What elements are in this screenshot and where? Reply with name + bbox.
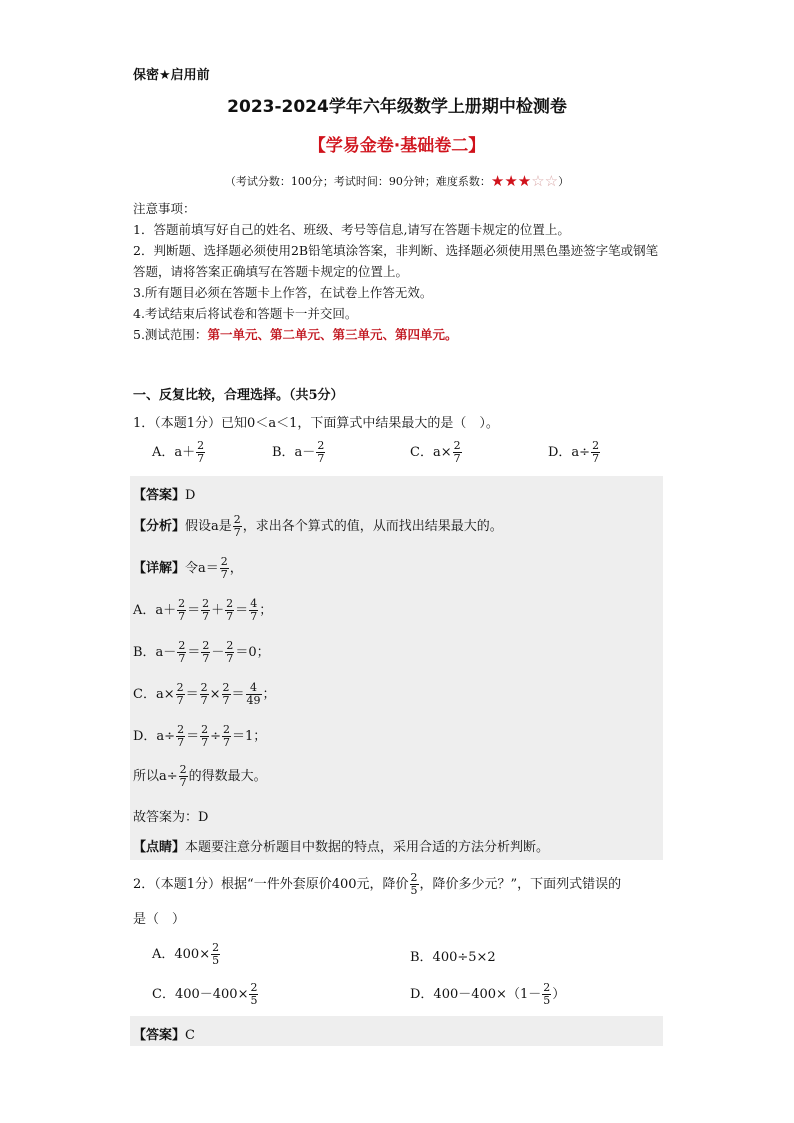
star-filled-icon: ★ <box>504 172 518 190</box>
q1-option-b <box>272 440 326 465</box>
star-filled-icon: ★ <box>490 172 505 190</box>
q1-step-b: B．a－ $\frac{2}{7}$ ＝ $\frac{2}{7}$ － $\frac{2}{7}$ ＝0； <box>133 639 270 665</box>
section-title: 一、反复比较，合理选择。（共5分） <box>133 388 344 403</box>
q2-option-c: C．400－400× $\frac{2}{5}$ <box>152 981 258 1007</box>
instruction-item: 3.所有题目必须在答题卡上作答，在试卷上作答无效。 <box>133 285 433 300</box>
exam-meta-text: （考试分数：100分；考试时间：90分钟；难度系数： <box>224 175 491 188</box>
scope-value: 第一单元、第二单元、第三单元、第四单元。 <box>207 327 458 342</box>
exam-meta <box>0 172 794 190</box>
q2-option-d: D．400－400×（1－ $\frac{2}{5}$ ） <box>410 981 566 1007</box>
fraction: $\frac{2}{7}$ <box>592 439 600 465</box>
q1-step-a: A．a＋ $\frac{2}{7}$ ＝ $\frac{2}{7}$ ＋ $\frac{2}{7}$ ＝ $\frac{4}{7}$ ； <box>133 597 273 623</box>
instruction-item: 2．判断题、选择题必须使用2B铅笔填涂答案，非判断、选择题必须使用黑色墨迹签字笔或钢笔答题，请将答案正确填写在答题卡规定的位置上。 <box>133 243 659 279</box>
q1-option-a <box>152 440 206 465</box>
instruction-item: 4.考试结束后将试卷和答题卡一并交回。 <box>133 306 358 321</box>
option-label: C．a× <box>410 445 452 460</box>
question-2-stem: 2．（本题1分）根据“一件外套原价400元，降价 $\frac{2}{5}$ ，降价多少元？”，下面列式错误的 <box>133 871 622 897</box>
exam-meta-close: ） <box>558 175 570 188</box>
question-2-stem-cont: 是（ ） <box>133 912 186 927</box>
instructions-heading: 注意事项： <box>133 201 196 216</box>
q1-option-d <box>548 440 601 465</box>
q2-option-a: A．400× $\frac{2}{5}$ <box>152 941 220 967</box>
difficulty-stars <box>490 172 559 190</box>
q1-detail: 【详解】令a＝ $\frac{2}{7}$ ， <box>133 555 243 581</box>
fraction: $\frac{2}{7}$ <box>453 439 461 465</box>
q1-step-c: C．a× $\frac{2}{7}$ ＝ $\frac{2}{7}$ × $\frac{2}{7}$ ＝ $\frac{4}{49}$ ； <box>133 681 276 707</box>
page-title: 2023-2024学年六年级数学上册期中检测卷 <box>227 97 567 117</box>
fraction: $\frac{2}{7}$ <box>317 439 325 465</box>
instructions <box>133 198 663 345</box>
option-label: A．a＋ <box>152 445 196 460</box>
q2-option-b: B．400÷5×2 <box>410 950 496 965</box>
q1-analysis: 【分析】假设a是 $\frac{2}{7}$ ，求出各个算式的值，从而找出结果最大的。 <box>133 513 503 539</box>
instruction-scope <box>133 324 663 345</box>
scope-label: 5.测试范围： <box>133 327 208 342</box>
star-empty-icon: ☆ <box>544 172 559 190</box>
q1-conclusion: 所以a÷ $\frac{2}{7}$ 的得数最大。 <box>133 763 267 789</box>
star-empty-icon: ☆ <box>531 172 545 190</box>
q2-answer: 【答案】C <box>133 1028 195 1043</box>
q1-final-answer: 故答案为：D <box>133 810 209 825</box>
q1-step-d: D．a÷ $\frac{2}{7}$ ＝ $\frac{2}{7}$ ÷ $\frac{2}{7}$ ＝1； <box>133 723 267 749</box>
option-label: B．a－ <box>272 445 316 460</box>
q1-comment: 【点睛】本题要注意分析题目中数据的特点，采用合适的方法分析判断。 <box>133 840 550 855</box>
q1-answer: 【答案】D <box>133 488 196 503</box>
instruction-item: 1．答题前填写好自己的姓名、班级、考号等信息,请写在答题卡规定的位置上。 <box>133 222 570 237</box>
confidential-label: 保密★启用前 <box>133 68 210 83</box>
question-1-stem: 1．（本题1分）已知0＜a＜1，下面算式中结果最大的是（ ）。 <box>133 416 499 431</box>
q1-option-c <box>410 440 463 465</box>
q2-solution-block <box>130 1016 663 1046</box>
star-filled-icon: ★ <box>517 172 532 190</box>
option-label: D．a÷ <box>548 445 591 460</box>
fraction: $\frac{2}{7}$ <box>197 439 205 465</box>
page-subtitle: 【学易金卷·基础卷二】 <box>308 136 486 156</box>
